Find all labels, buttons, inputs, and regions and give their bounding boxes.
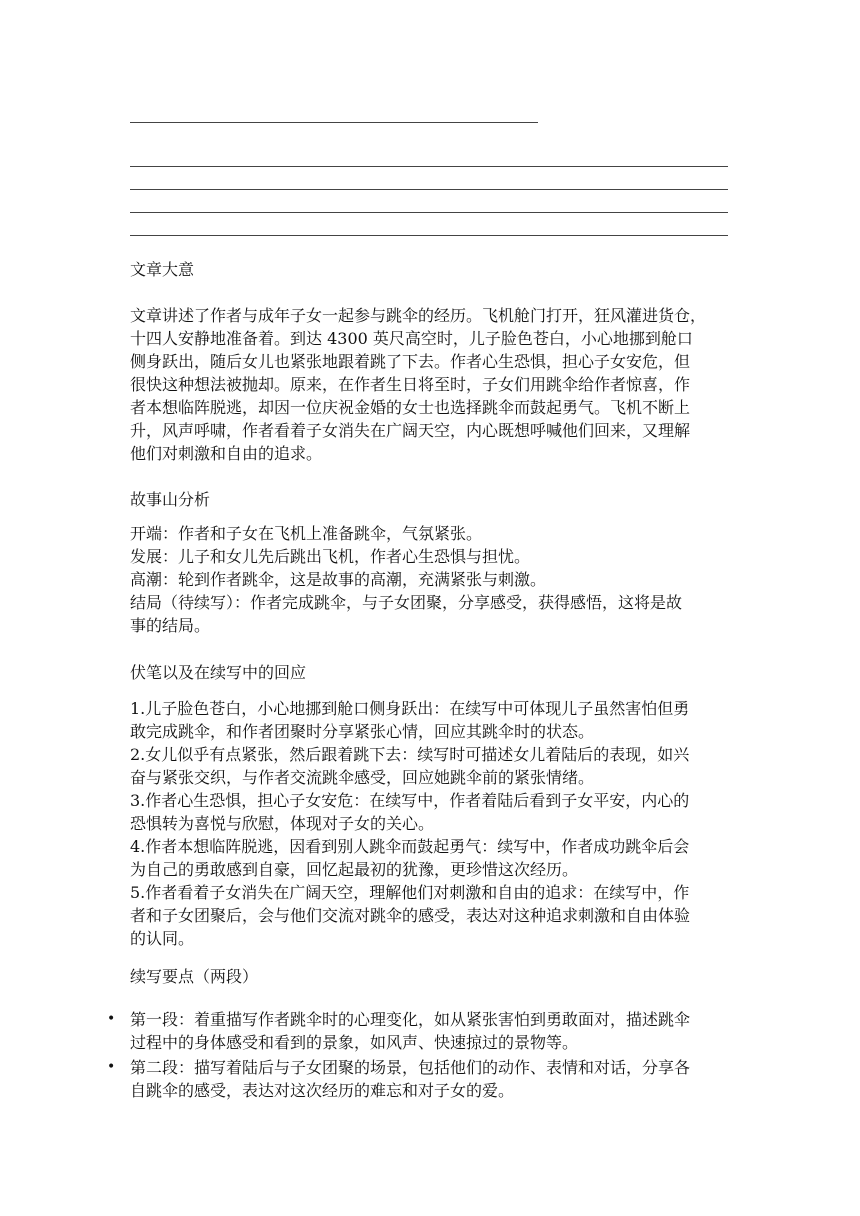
text-line: 恐惧转为喜悦与欣慰，体现对子女的关心。 (130, 814, 435, 833)
foreshadow-list (130, 697, 728, 950)
writing-points-heading: 续写要点（两段） (130, 967, 259, 986)
text-line: 他们对刺激和自由的追求。 (130, 444, 323, 463)
text-line: 1.儿子脸色苍白，小心地挪到舱口侧身跃出：在续写中可体现儿子虽然害怕但勇 (130, 699, 690, 718)
text-line: 3.作者心生恐惧，担心子女安危：在续写中，作者着陆后看到子女平安，内心的 (130, 791, 690, 810)
bullet-icon: • (107, 1011, 116, 1027)
text-line: 敢完成跳伞，和作者团聚时分享紧张心情，回应其跳伞时的状态。 (130, 722, 595, 741)
text-line: 很快这种想法被抛却。原来，在作者生日将至时，子女们用跳伞给作者惊喜，作 (130, 375, 691, 394)
answer-line (130, 212, 728, 213)
summary-paragraph (130, 304, 728, 465)
writing-points-list (107, 1008, 728, 1104)
text-line: 事的结局。 (130, 616, 211, 635)
text-line: 自跳伞的感受，表达对这次经历的难忘和对子女的爱。 (130, 1081, 515, 1100)
text-line: 奋与紧张交织，与作者交流跳伞感受，回应她跳伞前的紧张情绪。 (130, 768, 595, 787)
text-line: 5.作者看着子女消失在广阔天空，理解他们对刺激和自由的追求：在续写中，作 (130, 883, 690, 902)
summary-heading: 文章大意 (130, 260, 195, 279)
text-line: 开端：作者和子女在飞机上准备跳伞，气氛紧张。 (130, 524, 483, 543)
answer-line (130, 166, 728, 167)
list-item (107, 1056, 728, 1102)
answer-line (130, 235, 728, 236)
text-line: 侧身跃出，随后女儿也紧张地跟着跳了下去。作者心生恐惧，担心子女安危，但 (130, 352, 691, 371)
text-line: 过程中的身体感受和看到的景象，如风声、快速掠过的景物等。 (130, 1033, 579, 1052)
answer-line (130, 189, 728, 190)
list-item (107, 1008, 728, 1054)
story-mountain-heading: 故事山分析 (130, 490, 211, 509)
answer-line (130, 122, 538, 123)
text-line: 结局（待续写）：作者完成跳伞，与子女团聚，分享感受，获得感悟，这将是故 (130, 593, 683, 612)
text-line: 4.作者本想临阵脱逃，因看到别人跳伞而鼓起勇气：续写中，作者成功跳伞后会 (130, 837, 690, 856)
bullet-icon: • (107, 1059, 116, 1075)
story-mountain-list (130, 522, 728, 637)
foreshadow-heading: 伏笔以及在续写中的回应 (130, 663, 307, 682)
text-line: 高潮：轮到作者跳伞，这是故事的高潮，充满紧张与刺激。 (130, 570, 547, 589)
text-line: 者本想临阵脱逃，却因一位庆祝金婚的女士也选择跳伞而鼓起勇气。飞机不断上 (130, 398, 691, 417)
text-line: 文章讲述了作者与成年子女一起参与跳伞的经历。飞机舱门打开，狂风灌进货仓， (130, 306, 707, 325)
text-line: 第二段：描写着陆后与子女团聚的场景，包括他们的动作、表情和对话，分享各 (130, 1058, 691, 1077)
text-line: 发展：儿子和女儿先后跳出飞机，作者心生恐惧与担忧。 (130, 547, 531, 566)
text-line: 的认同。 (130, 929, 195, 948)
text-line: 为自己的勇敢感到自豪，回忆起最初的犹豫，更珍惜这次经历。 (130, 860, 579, 879)
text-line: 十四人安静地准备着。到达 4300 英尺高空时，儿子脸色苍白，小心地挪到舱口 (130, 329, 693, 348)
text-line: 2.女儿似乎有点紧张，然后跟着跳下去：续写时可描述女儿着陆后的表现，如兴 (130, 745, 690, 764)
text-line: 第一段：着重描写作者跳伞时的心理变化，如从紧张害怕到勇敢面对，描述跳伞 (130, 1010, 691, 1029)
text-line: 升，风声呼啸，作者看着子女消失在广阔天空，内心既想呼喊他们回来，又理解 (130, 421, 691, 440)
text-line: 者和子女团聚后，会与他们交流对跳伞的感受，表达对这种追求刺激和自由体验 (130, 906, 691, 925)
